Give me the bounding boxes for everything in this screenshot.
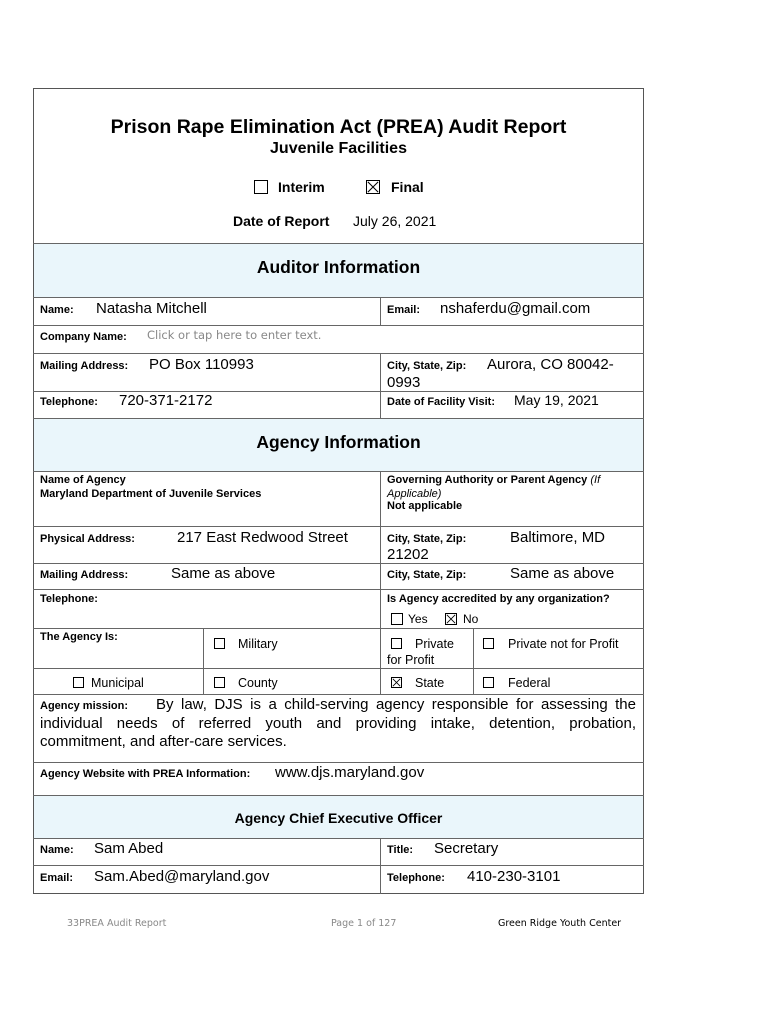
agency-name-label: Name of Agency xyxy=(40,474,126,486)
ceo-title-value[interactable]: Secretary xyxy=(434,840,499,857)
ceo-section-title: Agency Chief Executive Officer xyxy=(234,810,443,826)
footer-left: 33PREA Audit Report xyxy=(67,918,167,929)
final-checkbox[interactable] xyxy=(366,178,380,196)
checkbox-icon xyxy=(254,180,268,194)
auditor-mailing-label: Mailing Address: xyxy=(40,360,129,372)
private-profit-checkbox[interactable] xyxy=(391,635,402,653)
agency-website-value[interactable]: www.djs.maryland.gov xyxy=(275,764,425,781)
interim-label: Interim xyxy=(278,179,325,195)
agency-name-value[interactable]: Maryland Department of Juvenile Services xyxy=(40,488,262,500)
private-nonprofit-checkbox[interactable] xyxy=(483,635,494,653)
private-profit-label-cont: for Profit xyxy=(387,653,435,667)
physical-address-label: Physical Address: xyxy=(40,533,135,545)
municipal-label: Municipal xyxy=(91,676,144,690)
governing-authority-value[interactable]: Not applicable xyxy=(387,500,463,512)
facility-visit-label: Date of Facility Visit: xyxy=(387,396,495,408)
agency-csz-value[interactable]: Baltimore, MD xyxy=(510,529,606,546)
auditor-email-value[interactable]: nshaferdu@gmail.com xyxy=(440,300,591,317)
checkbox-icon xyxy=(483,638,494,649)
ceo-email-value[interactable]: Sam.Abed@maryland.gov xyxy=(94,868,270,885)
physical-address-value[interactable]: 217 East Redwood Street xyxy=(177,529,348,546)
accredited-no-checkbox[interactable] xyxy=(445,610,457,628)
agency-csz-label: City, State, Zip: xyxy=(387,533,467,545)
checkbox-icon xyxy=(483,677,494,688)
auditor-name-value[interactable]: Natasha Mitchell xyxy=(96,300,207,317)
footer-right: Green Ridge Youth Center xyxy=(498,918,622,929)
report-subtitle: Juvenile Facilities xyxy=(270,140,407,157)
ceo-title-label: Title: xyxy=(387,844,414,856)
checked-box-icon xyxy=(445,613,457,625)
agency-mailing-value[interactable]: Same as above xyxy=(171,565,276,582)
auditor-section-title: Auditor Information xyxy=(256,257,421,277)
auditor-csz-value[interactable]: Aurora, CO 80042- xyxy=(487,356,614,373)
mission-label: Agency mission: xyxy=(40,700,129,712)
checkbox-icon xyxy=(214,638,225,649)
military-label: Military xyxy=(238,637,278,651)
accredited-label: Is Agency accredited by any organization? xyxy=(387,593,610,605)
private-profit-label: Private xyxy=(415,637,454,651)
agency-section-title: Agency Information xyxy=(256,432,421,452)
ceo-name-value[interactable]: Sam Abed xyxy=(94,840,164,857)
auditor-telephone-value[interactable]: 720-371-2172 xyxy=(119,392,213,409)
facility-visit-value[interactable]: May 19, 2021 xyxy=(514,392,599,408)
agency-csz2-value[interactable]: Same as above xyxy=(510,565,615,582)
accredited-no-label: No xyxy=(463,612,479,626)
ceo-telephone-value[interactable]: 410-230-3101 xyxy=(467,868,561,885)
checkbox-icon xyxy=(391,613,403,625)
municipal-checkbox[interactable] xyxy=(73,674,84,692)
agency-is-label: The Agency Is: xyxy=(40,631,118,643)
auditor-name-label: Name: xyxy=(40,304,74,316)
mission-text-line1: By law, DJS is a child-serving agency responsible for assessing the xyxy=(156,696,636,713)
ceo-telephone-label: Telephone: xyxy=(387,872,445,884)
federal-label: Federal xyxy=(508,676,551,690)
federal-checkbox[interactable] xyxy=(483,674,494,692)
agency-csz2-label: City, State, Zip: xyxy=(387,569,467,581)
auditor-csz-label: City, State, Zip: xyxy=(387,360,467,372)
auditor-email-label: Email: xyxy=(387,304,421,316)
checked-box-icon xyxy=(366,180,380,194)
accredited-yes-label: Yes xyxy=(408,612,428,626)
state-checkbox[interactable] xyxy=(391,674,402,692)
mission-text-line2: individual needs of referred youth and providing intake, detention, probation, xyxy=(40,715,636,732)
military-checkbox[interactable] xyxy=(214,635,225,653)
checked-box-icon xyxy=(391,677,402,688)
checkbox-icon xyxy=(214,677,225,688)
accredited-yes-checkbox[interactable] xyxy=(391,610,403,628)
company-name-field[interactable]: Click or tap here to enter text. xyxy=(147,328,322,342)
ceo-name-label: Name: xyxy=(40,844,74,856)
final-label: Final xyxy=(391,179,424,195)
ceo-email-label: Email: xyxy=(40,872,74,884)
checkbox-icon xyxy=(73,677,84,688)
private-nonprofit-label: Private not for Profit xyxy=(508,637,619,651)
mission-text-line3: commitment, and after-care services. xyxy=(40,733,287,750)
agency-telephone-label: Telephone: xyxy=(40,593,98,605)
date-of-report-label: Date of Report xyxy=(233,213,330,229)
date-of-report-value: July 26, 2021 xyxy=(353,213,437,229)
county-checkbox[interactable] xyxy=(214,674,225,692)
agency-mailing-label: Mailing Address: xyxy=(40,569,129,581)
checkbox-icon xyxy=(391,638,402,649)
agency-mission xyxy=(40,696,636,751)
state-label: State xyxy=(415,676,445,690)
auditor-mailing-value[interactable]: PO Box 110993 xyxy=(149,356,254,373)
governing-authority-label: Governing Authority or Parent Agency (If xyxy=(387,474,601,486)
auditor-telephone-label: Telephone: xyxy=(40,396,98,408)
agency-csz-value-cont[interactable]: 21202 xyxy=(387,546,429,563)
agency-website-label: Agency Website with PREA Information: xyxy=(40,768,251,780)
county-label: County xyxy=(238,676,278,690)
interim-checkbox[interactable] xyxy=(254,178,268,196)
governing-authority-note: Applicable) xyxy=(387,488,442,500)
report-title: Prison Rape Elimination Act (PREA) Audit Report xyxy=(110,116,567,138)
company-name-label: Company Name: xyxy=(40,331,127,343)
footer-page-number: Page 1 of 127 xyxy=(331,918,397,929)
auditor-csz-value-cont[interactable]: 0993 xyxy=(387,374,421,391)
